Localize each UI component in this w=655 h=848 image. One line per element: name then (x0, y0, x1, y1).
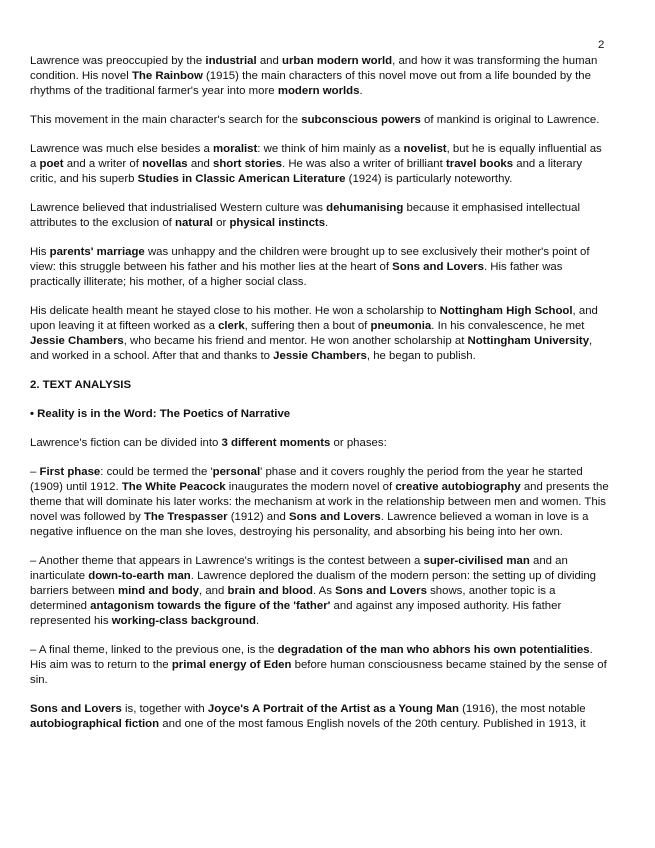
emphasis-text: Sons and Lovers (335, 585, 427, 597)
section-heading-text-analysis (30, 378, 610, 393)
emphasis-text: primal energy of Eden (171, 659, 292, 671)
body-text: . In his convalescence, he met (431, 320, 585, 332)
body-text: and presents the theme that will dominate his later works: the mechanism at work in the relationship between men and women. This novel was followed by (30, 481, 609, 523)
body-text: , who became his friend and mentor. He won another scholarship at (123, 335, 468, 347)
body-text: was unhappy and the children were brought up to see exclusively their mother's point of view: this struggle between his father and his mother lies at the heart of (30, 246, 590, 273)
body-text: : could be termed the ' (100, 466, 213, 478)
emphasis-text: antagonism towards the figure of the 'father' (90, 600, 331, 612)
page-number: 2 (598, 39, 605, 51)
body-text: (1912) and (227, 511, 289, 523)
document-body (30, 54, 610, 746)
body-text: . (256, 615, 260, 627)
body-text: and against any imposed authority. His father represented his (30, 600, 562, 627)
emphasis-text: parents' marriage (49, 246, 145, 258)
body-text: and one of the most famous English novels of the 20th century. Published in 1913, it (159, 718, 586, 730)
body-text: (1915) the main characters of this novel move out from a life bounded by the rhythms of the traditional farmer's year into more (30, 70, 591, 97)
emphasis-text: Nottingham High School (439, 305, 573, 317)
emphasis-text: down-to-earth man (88, 570, 191, 582)
body-text: This movement in the main character's search for the (30, 114, 302, 126)
body-text: . (325, 217, 329, 229)
emphasis-text: brain and blood (227, 585, 313, 597)
paragraph-moralist-novelist (30, 142, 610, 187)
body-text: – (30, 466, 40, 478)
body-text: before human consciousness became stained by the sense of sin. (30, 659, 607, 686)
body-text: or (212, 217, 230, 229)
body-text: . (359, 85, 363, 97)
body-text: because it emphasised intellectual attributes to the exclusion of (30, 202, 580, 229)
body-text: or phases: (330, 437, 387, 449)
body-text: His delicate health meant he stayed close to his mother. He won a scholarship to (30, 305, 440, 317)
body-text: is, together with (121, 703, 208, 715)
paragraph-three-moments (30, 436, 610, 451)
body-text: and a literary critic, and his superb (30, 158, 583, 185)
body-text: – Another theme that appears in Lawrence's writings is the contest between a (30, 555, 424, 567)
emphasis-text: 2. TEXT ANALYSIS (30, 379, 132, 391)
emphasis-text: pneumonia (370, 320, 432, 332)
paragraph-sons-and-lovers (30, 702, 610, 732)
emphasis-text: physical instincts (229, 217, 326, 229)
body-text: . His father was practically illiterate; his mother, of a higher social class. (30, 261, 563, 288)
body-text: Lawrence was much else besides a (30, 143, 213, 155)
emphasis-text: The Rainbow (131, 70, 203, 82)
emphasis-text: dehumanising (326, 202, 404, 214)
body-text: and an inarticulate (30, 555, 568, 582)
emphasis-text: Sons and Lovers (288, 511, 381, 523)
emphasis-text: moralist (212, 143, 258, 155)
emphasis-text: super-civilised man (423, 555, 530, 567)
emphasis-text: mind and body (118, 585, 200, 597)
emphasis-text: subconscious powers (301, 114, 421, 126)
body-text: and (256, 55, 283, 67)
body-text: , but he is equally influential as a (30, 143, 602, 170)
emphasis-text: creative autobiography (395, 481, 521, 493)
emphasis-text: Studies in Classic American Literature (137, 173, 346, 185)
body-text: , and worked in a school. After that and thanks to (30, 335, 593, 362)
paragraph-subconscious-powers (30, 113, 610, 128)
emphasis-text: natural (175, 217, 213, 229)
emphasis-text: Joyce's A Portrait of the Artist as a Young Man (207, 703, 459, 715)
emphasis-text: The White Peacock (121, 481, 226, 493)
body-text: Lawrence was preoccupied by the (30, 55, 206, 67)
body-text: and a writer of (63, 158, 143, 170)
body-text: . Lawrence believed a woman in love is a negative influence on the man she loves, destroying his personality, and absorbing his being into her own. (30, 511, 589, 538)
emphasis-text: First phase (39, 466, 101, 478)
emphasis-text: degradation of the man who abhors his own potentialities (277, 644, 590, 656)
emphasis-text: Jessie Chambers (273, 350, 367, 362)
body-text: shows, another topic is a determined (30, 585, 556, 612)
paragraph-final-theme (30, 643, 610, 688)
emphasis-text: novellas (142, 158, 188, 170)
emphasis-text: travel books (445, 158, 514, 170)
body-text: ' phase and it covers roughly the period from the year he started (1909) until 1912. (30, 466, 583, 493)
subsection-heading-poetics (30, 407, 610, 422)
body-text: . As (312, 585, 336, 597)
body-text: , he began to publish. (366, 350, 476, 362)
emphasis-text: poet (39, 158, 64, 170)
body-text: (1916), the most notable (458, 703, 586, 715)
paragraph-first-phase (30, 465, 610, 540)
paragraph-health-education (30, 304, 610, 364)
body-text: , suffering then a bout of (244, 320, 371, 332)
emphasis-text: autobiographical fiction (30, 718, 160, 730)
body-text: and (187, 158, 213, 170)
emphasis-text: • Reality is in the Word: The Poetics of Narrative (30, 408, 291, 420)
body-text: inaugurates the modern novel of (225, 481, 396, 493)
emphasis-text: modern worlds (277, 85, 360, 97)
body-text: , and how it was transforming the human condition. His novel (30, 55, 598, 82)
emphasis-text: Jessie Chambers (30, 335, 124, 347)
body-text: Lawrence's fiction can be divided into (30, 437, 222, 449)
emphasis-text: short stories (213, 158, 282, 170)
body-text: of mankind is original to Lawrence. (420, 114, 600, 126)
paragraph-parents-marriage (30, 245, 610, 290)
emphasis-text: Nottingham University (467, 335, 590, 347)
emphasis-text: clerk (218, 320, 245, 332)
emphasis-text: Sons and Lovers (392, 261, 484, 273)
emphasis-text: industrial (205, 55, 257, 67)
paragraph-industrial-world (30, 54, 610, 99)
paragraph-dehumanising-culture (30, 201, 610, 231)
emphasis-text: Sons and Lovers (30, 703, 122, 715)
body-text: . He was also a writer of brilliant (282, 158, 446, 170)
body-text: , and upon leaving it at fifteen worked as a (30, 305, 598, 332)
body-text: . His aim was to return to the (30, 644, 593, 671)
emphasis-text: 3 different moments (221, 437, 331, 449)
body-text: His (30, 246, 50, 258)
body-text: . Lawrence deplored the dualism of the modern person: the setting up of dividing barriers between (30, 570, 597, 597)
body-text: , and (199, 585, 228, 597)
emphasis-text: working-class background (111, 615, 257, 627)
body-text: (1924) is particularly noteworthy. (345, 173, 513, 185)
emphasis-text: novelist (403, 143, 447, 155)
emphasis-text: The Trespasser (143, 511, 228, 523)
emphasis-text: personal (212, 466, 261, 478)
emphasis-text: urban modern world (282, 55, 393, 67)
paragraph-contest-theme (30, 554, 610, 629)
body-text: : we think of him mainly as a (257, 143, 404, 155)
body-text: – A final theme, linked to the previous one, is the (30, 644, 278, 656)
body-text: Lawrence believed that industrialised Western culture was (30, 202, 327, 214)
